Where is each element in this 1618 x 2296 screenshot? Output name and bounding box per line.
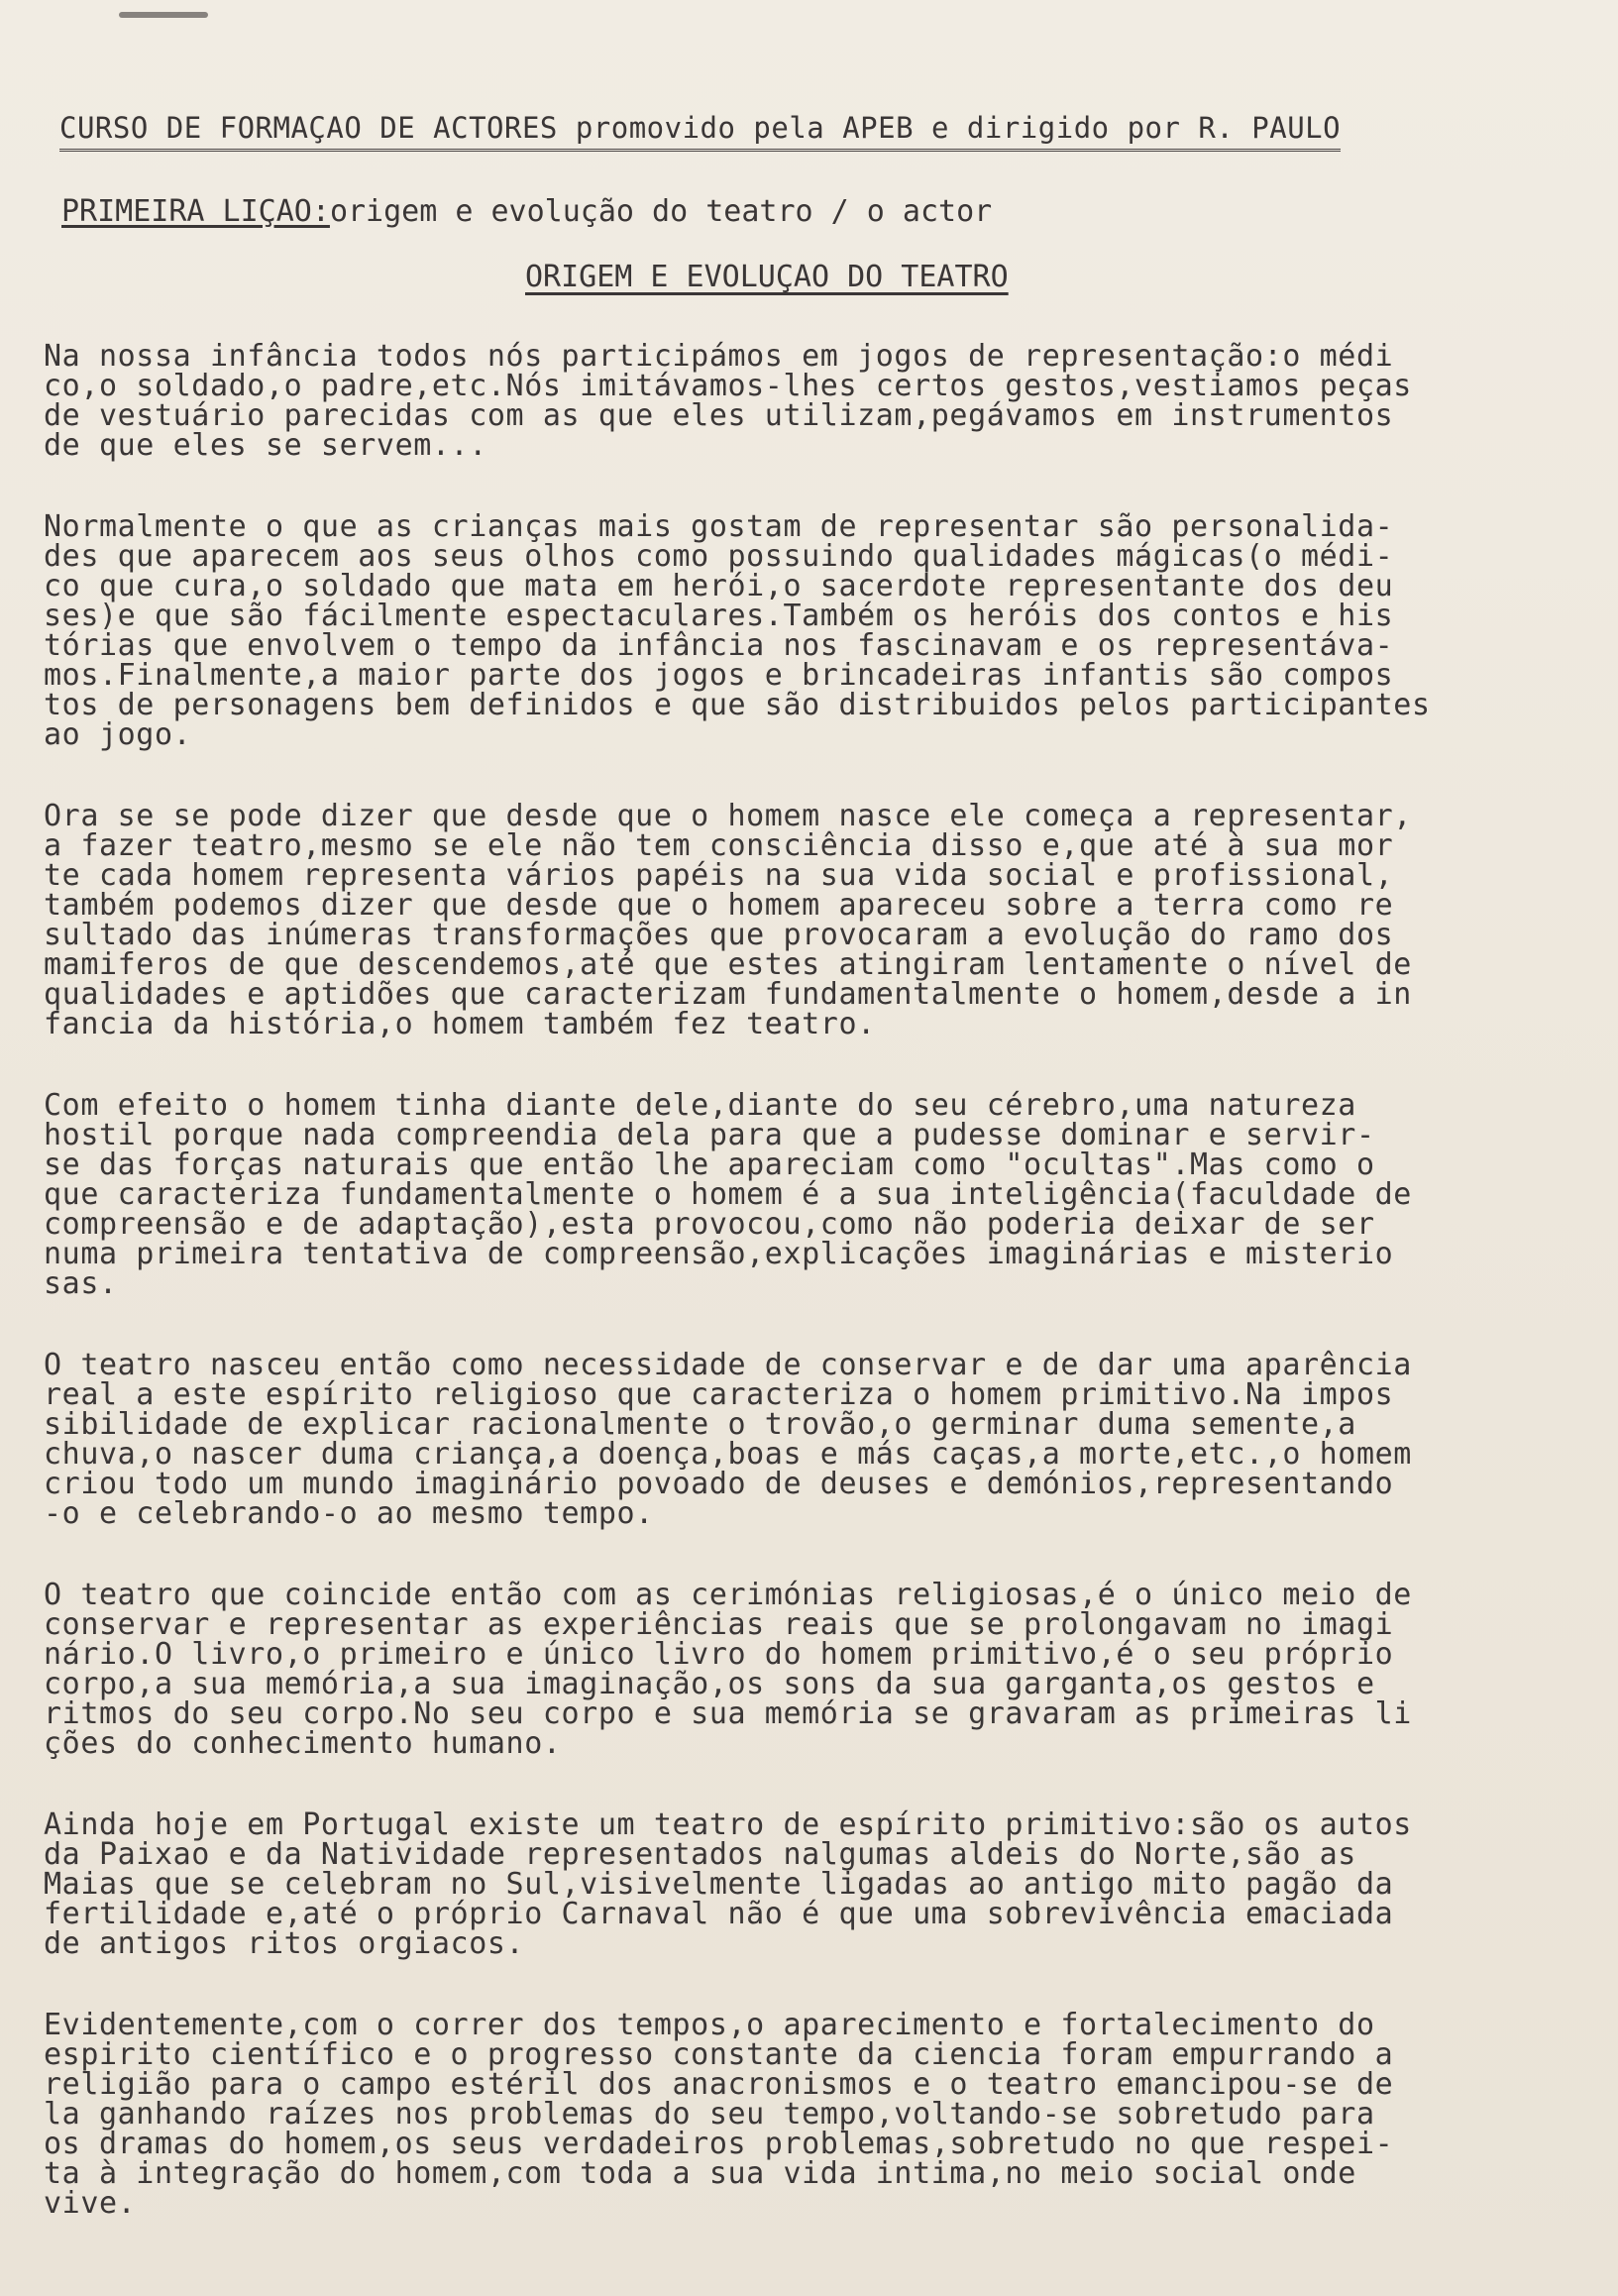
lesson-label: PRIMEIRA LIÇAO: <box>61 194 330 229</box>
text-line: criou todo um mundo imaginário povoado de deuses e demónios,representando <box>44 1467 1394 1501</box>
text-line: que caracteriza fundamentalmente o homem é a sua inteligência(faculdade de <box>44 1177 1412 1212</box>
text-line: ta à integração do homem,com toda a sua vida intima,no meio social onde <box>44 2156 1356 2191</box>
text-line: tórias que envolvem o tempo da infância nos fascinavam e os representáva- <box>44 628 1394 663</box>
text-line: chuva,o nascer duma criança,a doença,boas e más caças,a morte,etc.,o homem <box>44 1437 1412 1472</box>
text-line: ao jogo. <box>44 717 192 752</box>
ink-smudge <box>119 12 208 18</box>
paragraph <box>44 509 1569 752</box>
text-line: Maias que se celebram no Sul,visivelmente ligadas ao antigo mito pagão da <box>44 1867 1394 1902</box>
text-line: des que aparecem aos seus olhos como possuindo qualidades mágicas(o médi- <box>44 539 1394 574</box>
text-line: os dramas do homem,os seus verdadeiros problemas,sobretudo no que respei- <box>44 2127 1394 2161</box>
text-line: conservar e representar as experiências reais que se prolongavam no imagi <box>44 1607 1394 1642</box>
text-line: a fazer teatro,mesmo se ele não tem consciência disso e,que até à sua mor <box>44 828 1394 863</box>
text-line: se das forças naturais que então lhe apareciam como "ocultas".Mas como o <box>44 1148 1375 1182</box>
text-line: la ganhando raízes nos problemas do seu tempo,voltando-se sobretudo para <box>44 2097 1375 2132</box>
text-line: ritmos do seu corpo.No seu corpo e sua memória se gravaram as primeiras li <box>44 1696 1412 1731</box>
lesson-topic: origem e evolução do teatro / o actor <box>329 194 993 229</box>
text-line: de que eles se servem... <box>44 428 487 463</box>
text-line: tos de personagens bem definidos e que são distribuidos pelos participantes <box>44 688 1431 722</box>
text-line: Ainda hoje em Portugal existe um teatro de espírito primitivo:são os autos <box>44 1807 1412 1842</box>
text-line: fancia da história,o homem também fez teatro. <box>44 1007 876 1041</box>
text-line: também podemos dizer que desde que o homem apareceu sobre a terra como re <box>44 888 1394 923</box>
paragraph <box>44 2008 1569 2221</box>
text-line: co,o soldado,o padre,etc.Nós imitávamos-lhes certos gestos,vestiamos peças <box>44 369 1412 403</box>
text-line: nário.O livro,o primeiro e único livro do homem primitivo,é o seu próprio <box>44 1637 1394 1672</box>
text-line: co que cura,o soldado que mata em herói,o sacerdote representante dos deu <box>44 569 1394 603</box>
text-line: Com efeito o homem tinha diante dele,diante do seu cérebro,uma natureza <box>44 1088 1356 1123</box>
text-line: corpo,a sua memória,a sua imaginação,os sons da sua garganta,os gestos e <box>44 1667 1375 1701</box>
text-line: de vestuário parecidas com as que eles utilizam,pegávamos em instrumentos <box>44 398 1394 433</box>
text-line: Na nossa infância todos nós participámos em jogos de representação:o médi <box>44 339 1394 374</box>
paragraph <box>44 339 1569 463</box>
text-line: ses)e que são fácilmente espectaculares.Também os heróis dos contos e his <box>44 599 1394 633</box>
text-line: -o e celebrando-o ao mesmo tempo. <box>44 1496 654 1531</box>
text-line: Evidentemente,com o correr dos tempos,o aparecimento e fortalecimento do <box>44 2008 1375 2042</box>
text-line: espirito científico e o progresso constante da ciencia foram empurrando a <box>44 2037 1394 2072</box>
text-line: Ora se se pode dizer que desde que o homem nasce ele começa a representar, <box>44 799 1412 833</box>
lesson-heading <box>61 194 992 229</box>
text-line: da Paixao e da Natividade representados nalgumas aldeis do Norte,são as <box>44 1837 1356 1872</box>
paragraph <box>44 1348 1569 1531</box>
text-line: de antigos ritos orgiacos. <box>44 1926 525 1961</box>
text-line: qualidades e aptidões que caracterizam fundamentalmente o homem,desde a in <box>44 977 1412 1012</box>
paragraph <box>44 1807 1569 1961</box>
text-line: mos.Finalmente,a maior parte dos jogos e brincadeiras infantis são compos <box>44 658 1394 693</box>
text-line: te cada homem representa vários papéis na sua vida social e profissional, <box>44 858 1394 893</box>
section-title: ORIGEM E EVOLUÇAO DO TEATRO <box>525 260 1009 294</box>
text-line: sultado das inúmeras transformações que provocaram a evolução do ramo dos <box>44 918 1394 952</box>
text-line: O teatro nasceu então como necessidade de conservar e de dar uma aparência <box>44 1348 1412 1382</box>
paragraph <box>44 799 1569 1041</box>
text-line: vive. <box>44 2186 137 2221</box>
text-line: O teatro que coincide então com as cerimónias religiosas,é o único meio de <box>44 1578 1412 1612</box>
text-line: real a este espírito religioso que caracteriza o homem primitivo.Na impos <box>44 1377 1394 1412</box>
text-line: compreensão e de adaptação),esta provocou,como não poderia deixar de ser <box>44 1207 1375 1242</box>
text-line: Normalmente o que as crianças mais gostam de representar são personalida- <box>44 509 1394 544</box>
text-line: sas. <box>44 1266 118 1301</box>
text-line: mamiferos de que descendemos,até que estes atingiram lentamente o nível de <box>44 947 1412 982</box>
paragraph <box>44 1088 1569 1301</box>
text-line: fertilidade e,até o próprio Carnaval não é que uma sobrevivência emaciada <box>44 1897 1394 1931</box>
paragraph <box>44 1578 1569 1761</box>
text-line: numa primeira tentativa de compreensão,explicações imaginárias e misterio <box>44 1237 1394 1271</box>
course-title: CURSO DE FORMAÇAO DE ACTORES promovido pela APEB e dirigido por R. PAULO <box>59 111 1341 152</box>
text-line: sibilidade de explicar racionalmente o trovão,o germinar duma semente,a <box>44 1407 1356 1442</box>
text-line: hostil porque nada compreendia dela para que a pudesse dominar e servir- <box>44 1118 1375 1152</box>
text-line: ções do conhecimento humano. <box>44 1726 562 1761</box>
course-header <box>59 111 1546 152</box>
document-body <box>44 339 1569 2270</box>
text-line: religião para o campo estéril dos anacronismos e o teatro emancipou-se de <box>44 2067 1394 2102</box>
